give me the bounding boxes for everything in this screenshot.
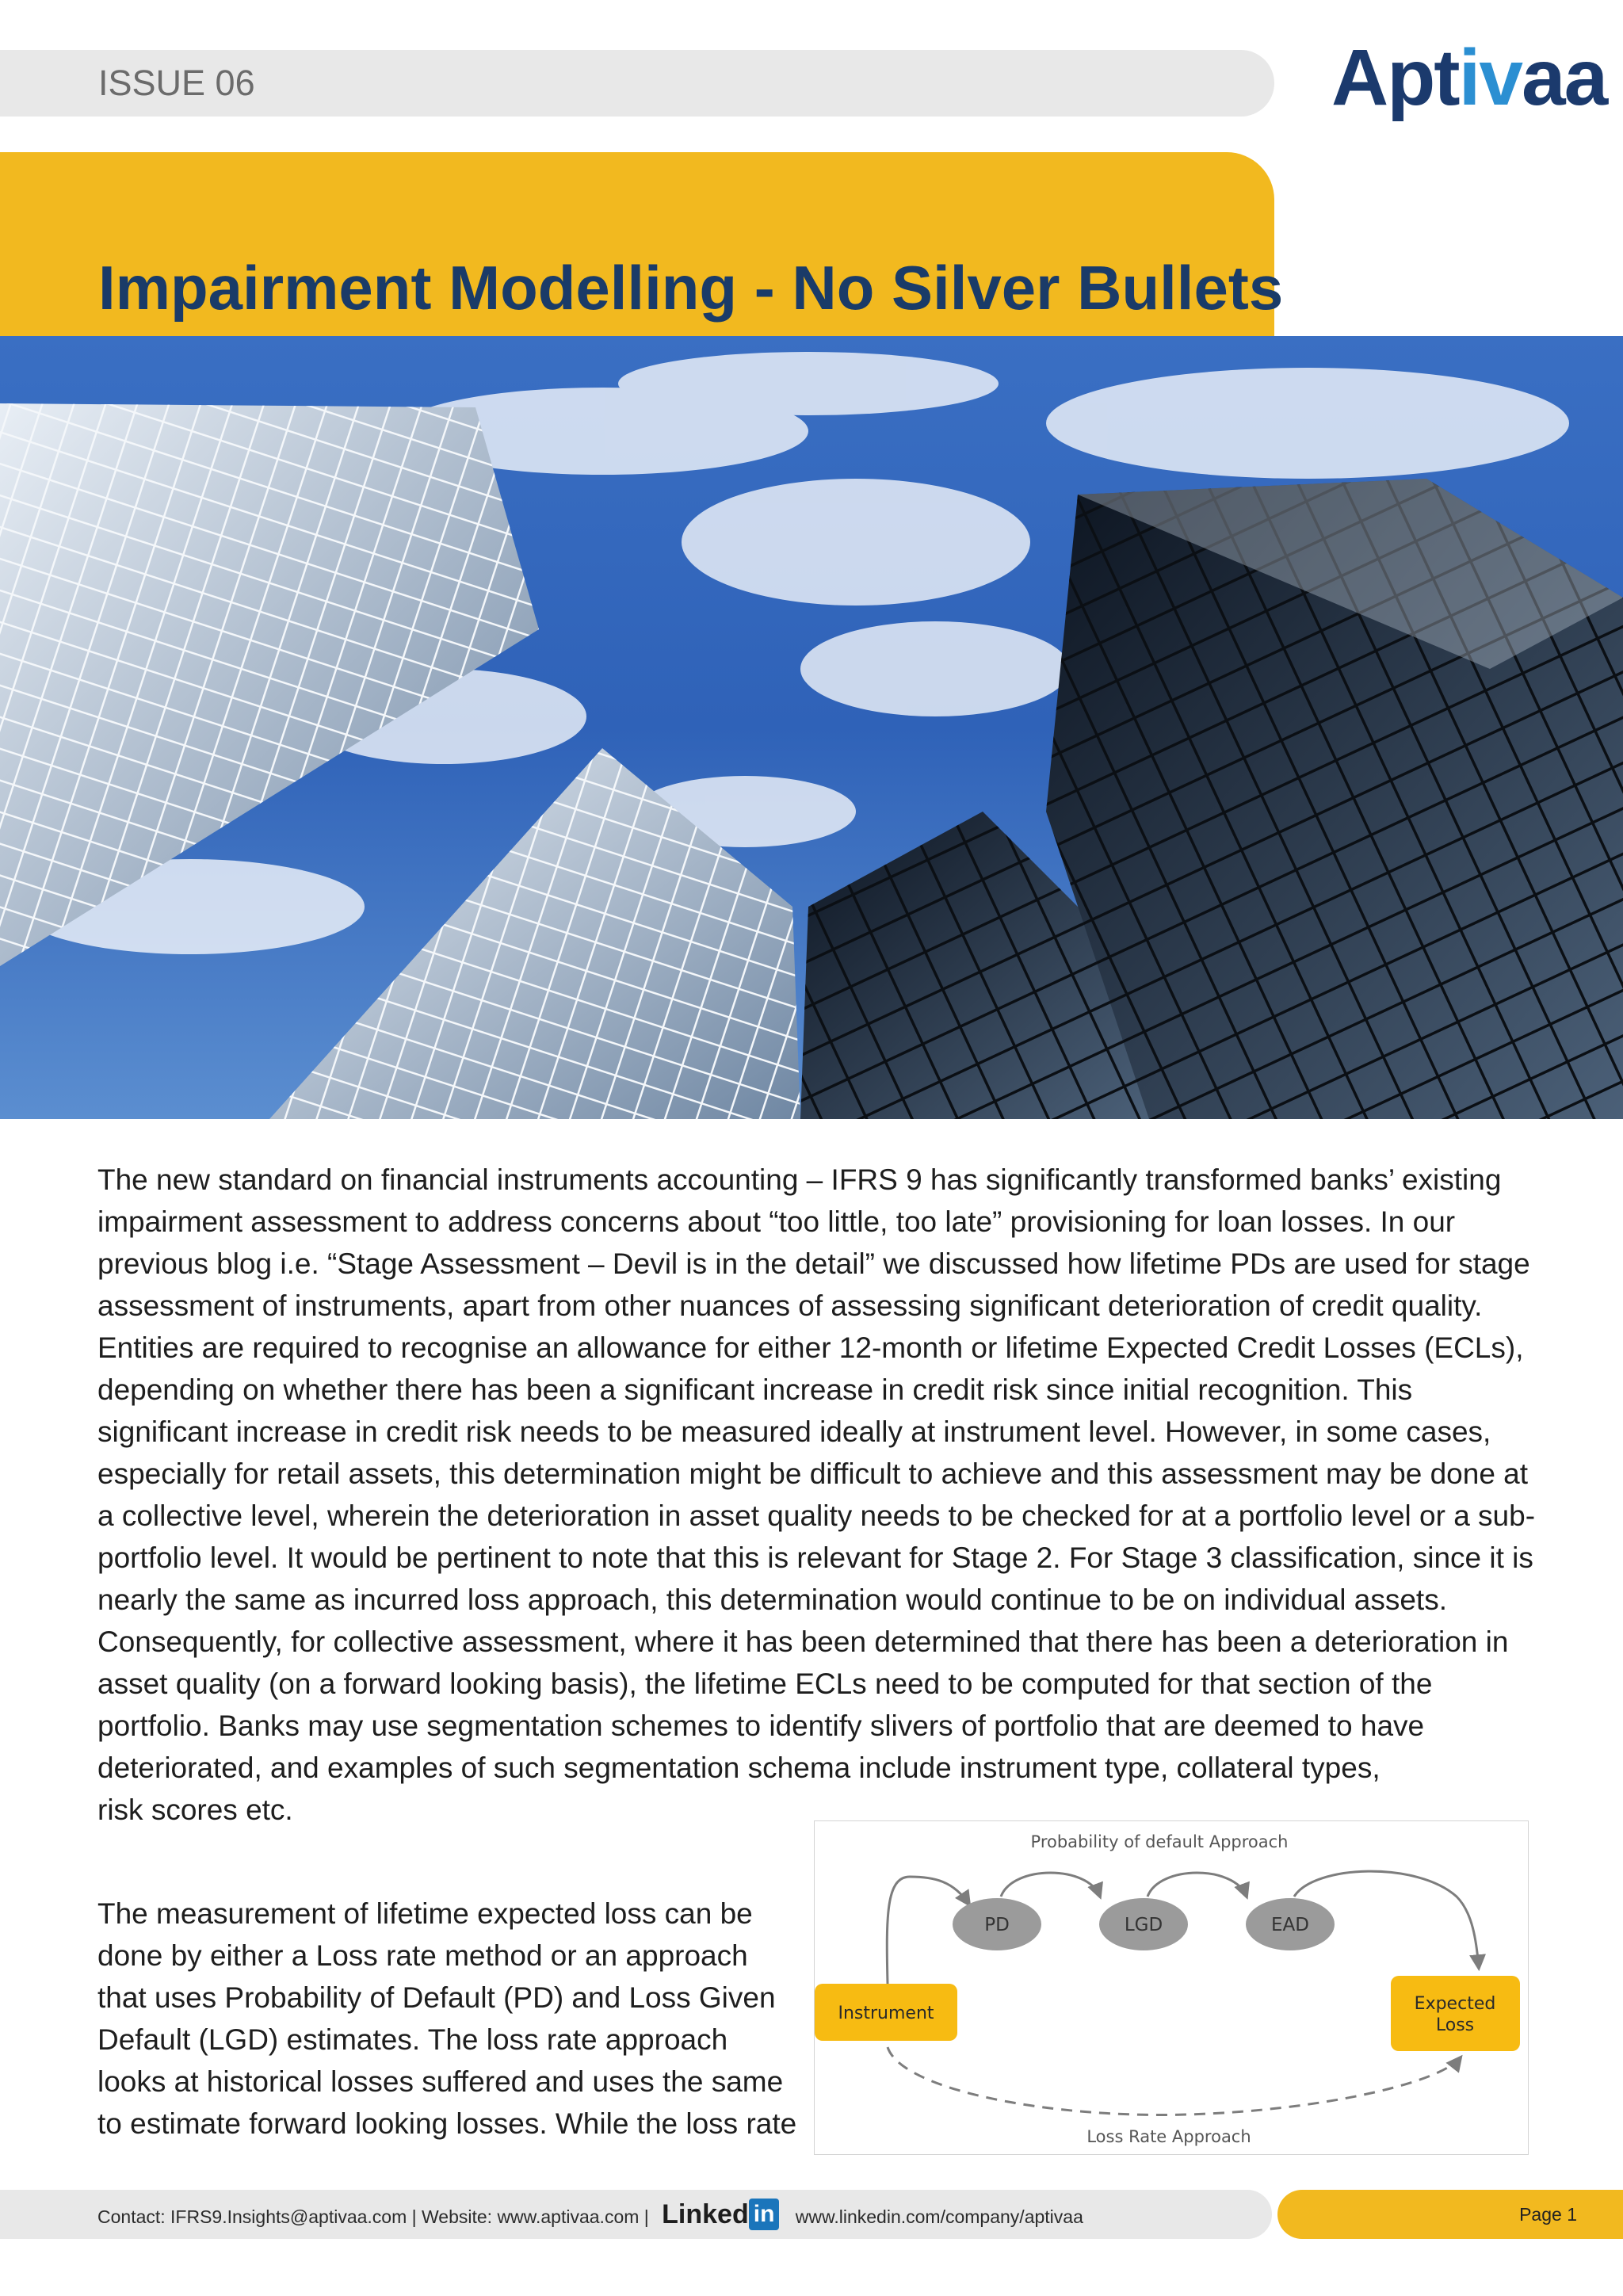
title-banner	[0, 152, 1284, 336]
arrow-pd-to-lgd	[1001, 1873, 1100, 1897]
logo-text-start: Apt	[1331, 33, 1459, 122]
footer-contact: Contact: IFRS9.Insights@aptivaa.com | Website: www.aptivaa.com |	[97, 2206, 649, 2227]
expected-loss-label-2: Loss	[1435, 2015, 1475, 2035]
article-paragraph-1: The new standard on financial instruments accounting – IFRS 9 has significantly transformed banks’ existing impairment assessment to address concerns about “too little, too late” provisioning for loan losses. In our previous blog i.e. “Stage Assessment – Devil is in the detail” we discussed how lifetime PDs are used for stage assessment of instruments, apart from other nuances of assessing significant deterioration of credit quality. Entities are required to recognise an allowance for either 12-month or lifetime Expected Credit Losses (ECLs), depending on whether there has been a significant increase in credit risk since initial recognition. This significant increase in credit risk needs to be measured ideally at instrument level. However, in some cases, especially for retail assets, this determination might be difficult to achieve and this assessment may be done at a collective level, wherein the deterioration in asset quality needs to be checked for at a portfolio level or a sub-portfolio level. It would be pertinent to note that this is relevant for Stage 2. For Stage 3 classification, since it is nearly the same as incurred loss approach, this determination would continue to be on individual assets. Consequently, for collective assessment, where it has been determined that there has been a deterioration in asset quality (on a forward looking basis), the lifetime ECLs need to be computed for that section of the portfolio. Banks may use segmentation schemes to identify slivers of portfolio that are deemed to have deteriorated, and examples of such segmentation schema include instrument type, collateral types,	[97, 1163, 1536, 1784]
arrow-loss-rate-dashed	[888, 2047, 1461, 2115]
ead-node-label: EAD	[1271, 1915, 1309, 1935]
logo-text-accent: iv	[1458, 33, 1522, 122]
footer-bar	[0, 2190, 1272, 2239]
hero-image	[0, 336, 1623, 1119]
lgd-node-label: LGD	[1124, 1915, 1163, 1935]
article-body	[97, 1159, 1536, 1831]
article-paragraph-2: The measurement of lifetime expected loss can be done by either a Loss rate method or an approach that uses Probability of Default (PD) and Loss Given Default (LGD) estimates. The loss rate approach looks at historical losses suffered and uses the same to estimate forward looking losses. While the loss rate	[97, 1897, 797, 2140]
issue-bar	[0, 50, 1274, 117]
page-number-tab	[1277, 2190, 1623, 2239]
footer-linkedin-url[interactable]: www.linkedin.com/company/aptivaa	[795, 2206, 1083, 2227]
linkedin-logo-word: Linked	[662, 2199, 749, 2229]
aptivaa-logo	[1331, 33, 1607, 122]
logo-text-end: aa	[1522, 33, 1607, 122]
linkedin-icon: in	[749, 2199, 780, 2230]
arrow-lgd-to-ead	[1148, 1873, 1247, 1897]
diagram-top-label: Probability of default Approach	[1030, 1832, 1289, 1851]
pd-lgd-diagram	[814, 1820, 1529, 2155]
instrument-node-label: Instrument	[838, 2004, 934, 2023]
footer-contact-line	[97, 2190, 1083, 2241]
expected-loss-label-1: Expected	[1414, 1994, 1496, 2014]
page-number: Page 1	[1519, 2204, 1577, 2225]
article-paragraph-1-tail: risk scores etc.	[97, 1794, 293, 1826]
page-title: Impairment Modelling - No Silver Bullets	[98, 253, 1284, 323]
pd-node-label: PD	[984, 1915, 1010, 1935]
issue-label: ISSUE 06	[98, 63, 255, 103]
diagram-bottom-label: Loss Rate Approach	[1086, 2127, 1251, 2146]
